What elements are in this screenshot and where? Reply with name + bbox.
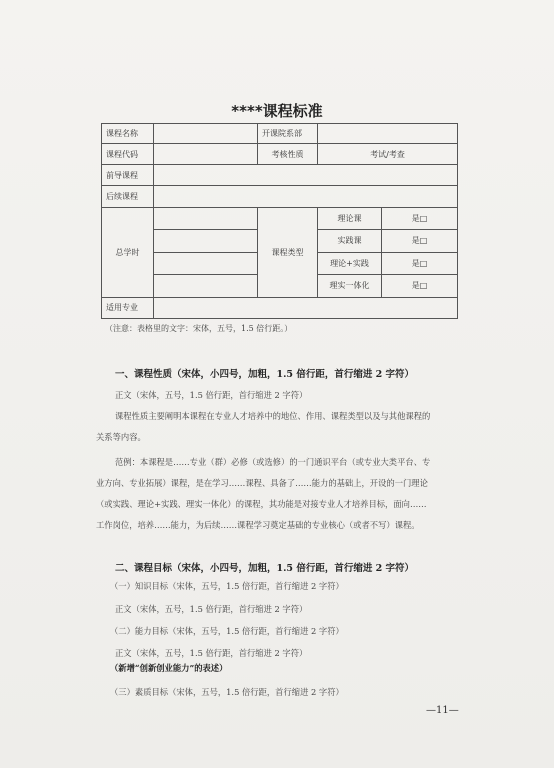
major-value [154, 297, 458, 319]
hours-label: 总学时 [102, 207, 154, 297]
subheading: （三）素质目标（宋体，五号，1.5 倍行距，首行缩进 2 字符） [110, 687, 344, 697]
paragraph: 业方向、专业拓展）课程，是在学习……课程、具备了……能力的基础上，开设的一门理论 [96, 478, 428, 488]
followup-label: 后续课程 [102, 186, 154, 207]
paragraph: （或实践、理论+实践、理实一体化）的课程，其功能是对接专业人才培养目标，面向…… [96, 499, 427, 509]
course-code-value [154, 144, 258, 164]
subheading: （二）能力目标（宋体，五号，1.5 倍行距，首行缩进 2 字符） [110, 626, 344, 636]
course-code-label: 课程代码 [102, 144, 154, 164]
paragraph: 工作岗位，培养……能力，为后续……课程学习奠定基础的专业核心（或者不写）课程。 [96, 520, 420, 530]
table-note: （注意：表格里的文字：宋体，五号，1.5 倍行距。） [105, 324, 293, 333]
type-name: 理实一体化 [318, 275, 382, 297]
paragraph: 关系等内容。 [96, 432, 146, 442]
section2-heading: 二、课程目标（宋体，小四号，加粗，1.5 倍行距，首行缩进 2 字符） [115, 563, 415, 574]
paragraph: 正文（宋体，五号，1.5 倍行距，首行缩进 2 字符） [115, 390, 308, 400]
dept-label: 开课院系部 [258, 124, 318, 144]
hours-cell [154, 207, 258, 229]
followup-value [154, 186, 458, 207]
dept-value [318, 124, 458, 144]
major-label: 适用专业 [102, 297, 154, 319]
paragraph: 课程性质主要阐明本课程在专业人才培养中的地位、作用、课程类型以及与其他课程的 [115, 411, 431, 421]
paragraph: 范例：本课程是……专业（群）必修（或选修）的一门通识平台（或专业大类平台、专 [115, 457, 431, 467]
type-label: 课程类型 [258, 207, 318, 297]
page-title: ****课程标准 [231, 102, 323, 120]
type-mark: 是□ [382, 275, 458, 297]
page-number: —11— [426, 705, 459, 716]
type-mark: 是□ [382, 207, 458, 229]
prereq-label: 前导课程 [102, 164, 154, 185]
prereq-value [154, 164, 458, 185]
course-name-label: 课程名称 [102, 124, 154, 144]
subheading: （一）知识目标（宋体，五号，1.5 倍行距，首行缩进 2 字符） [110, 581, 344, 591]
paragraph: 正文（宋体，五号，1.5 倍行距，首行缩进 2 字符） [115, 648, 308, 658]
type-name: 实践课 [318, 230, 382, 252]
assess-value: 考试/考查 [318, 144, 458, 164]
hours-cell [154, 252, 258, 274]
assess-label: 考核性质 [258, 144, 318, 164]
paragraph: 正文（宋体，五号，1.5 倍行距，首行缩进 2 字符） [115, 604, 308, 614]
course-name-value [154, 124, 258, 144]
section1-heading: 一、课程性质（宋体，小四号，加粗，1.5 倍行距，首行缩进 2 字符） [115, 369, 415, 380]
type-name: 理论课 [318, 207, 382, 229]
type-mark: 是□ [382, 252, 458, 274]
hours-cell [154, 275, 258, 297]
hours-cell [154, 230, 258, 252]
type-mark: 是□ [382, 230, 458, 252]
bold-note: （新增“创新创业能力”的表述） [110, 663, 228, 673]
course-info-table [101, 123, 458, 319]
type-name: 理论+实践 [318, 252, 382, 274]
